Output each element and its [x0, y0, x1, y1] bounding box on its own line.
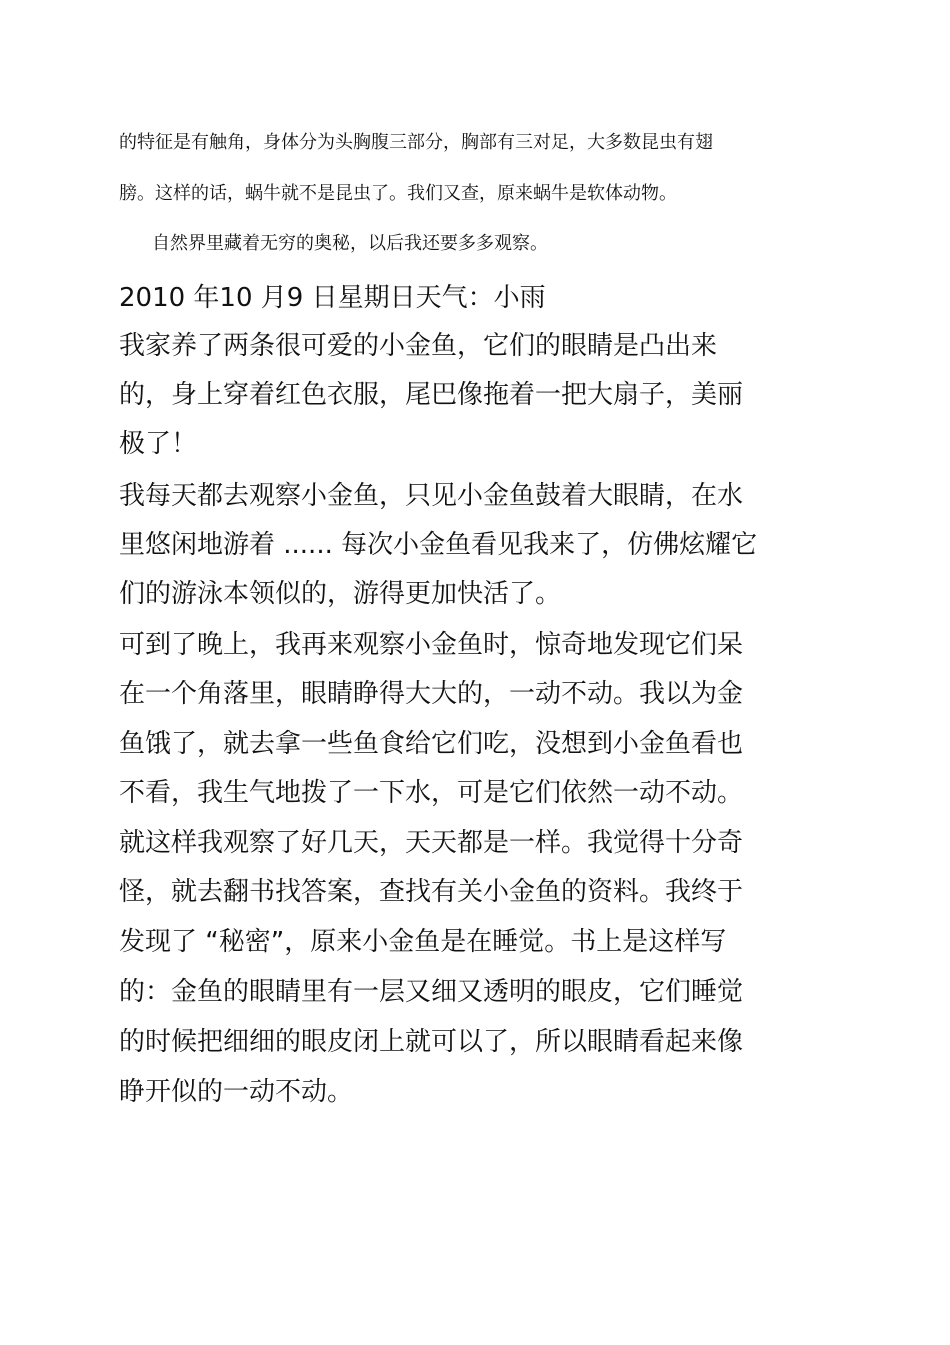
diary-heading: 2010 年10 月9 日星期日天气：小雨 [119, 283, 546, 313]
text-line: 我家养了两条很可爱的小金鱼，它们的眼睛是凸出来 [119, 331, 718, 361]
text-line: 不看，我生气地拨了一下水，可是它们依然一动不动。 [119, 778, 744, 808]
text-line: 怪，就去翻书找答案，查找有关小金鱼的资料。我终于 [119, 877, 744, 907]
text-line: 在一个角落里，眼睛睁得大大的，一动不动。我以为金 [119, 679, 744, 709]
text-line: 可到了晚上，我再来观察小金鱼时，惊奇地发现它们呆 [119, 630, 744, 660]
text-line: 就这样我观察了好几天，天天都是一样。我觉得十分奇 [119, 828, 744, 858]
text-line: 的：金鱼的眼睛里有一层又细又透明的眼皮，它们睡觉 [119, 977, 744, 1007]
text-line: 睁开似的一动不动。 [119, 1077, 354, 1107]
text-line: 的时候把细细的眼皮闭上就可以了，所以眼睛看起来像 [119, 1027, 744, 1057]
text-line: 鱼饿了，就去拿一些鱼食给它们吃，没想到小金鱼看也 [119, 729, 744, 759]
text-line: 膀。这样的话，蜗牛就不是昆虫了。我们又查，原来蜗牛是软体动物。 [119, 183, 677, 204]
text-line: 们的游泳本领似的，游得更加快活了。 [119, 579, 562, 609]
text-line: 我每天都去观察小金鱼，只见小金鱼鼓着大眼睛，在水 [119, 481, 744, 511]
text-line: 极了！ [119, 429, 198, 459]
text-line: 的，身上穿着红色衣服，尾巴像拖着一把大扇子，美丽 [119, 380, 744, 410]
text-line: 发现了 “秘密”，原来小金鱼是在睡觉。书上是这样写 [119, 927, 727, 957]
text-line: 的特征是有触角，身体分为头胸腹三部分，胸部有三对足，大多数昆虫有翅 [119, 132, 713, 153]
text-line: 里悠闲地游着 ...... 每次小金鱼看见我来了，仿佛炫耀它 [119, 530, 758, 560]
text-line: 自然界里藏着无穷的奥秘，以后我还要多多观察。 [152, 233, 548, 254]
